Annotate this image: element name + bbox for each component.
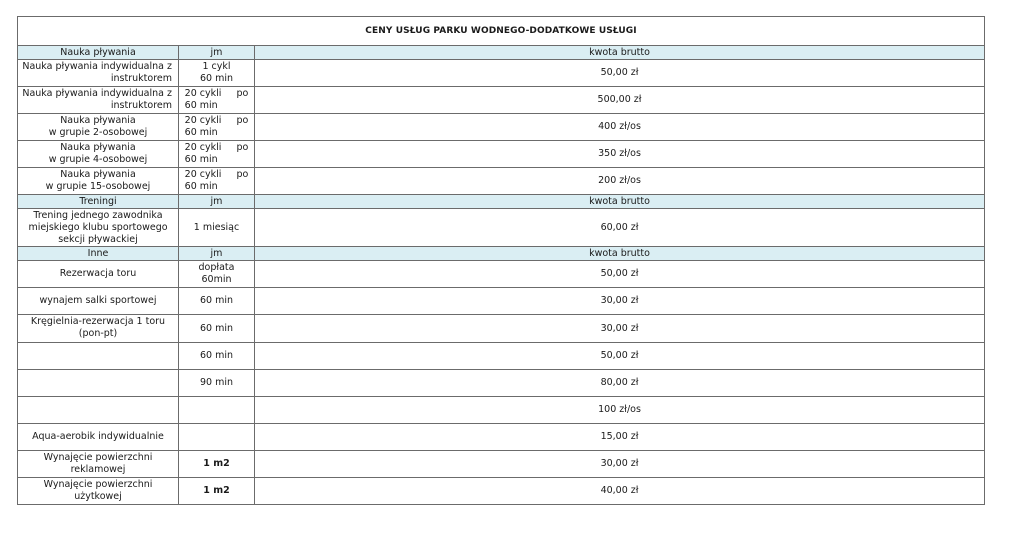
table-row	[18, 60, 985, 87]
table-row	[18, 315, 985, 343]
service-name-text: Nauka pływania w grupie 4-osobowej	[48, 142, 148, 165]
service-name	[18, 370, 179, 397]
service-name: wynajem salki sportowej	[18, 288, 179, 315]
section-header-trainings	[18, 195, 985, 209]
price-cell: 15,00 zł	[255, 424, 985, 451]
table-row	[18, 87, 985, 114]
table-row	[18, 478, 985, 505]
unit-cell	[179, 168, 255, 195]
unit-cell	[179, 141, 255, 168]
price-cell: 30,00 zł	[255, 451, 985, 478]
unit-cell	[179, 397, 255, 424]
table-row	[18, 261, 985, 288]
unit-cell: 1 m2	[179, 478, 255, 505]
unit-cell	[179, 424, 255, 451]
unit-text: 20 cykli po 60 min	[184, 169, 249, 192]
service-name	[18, 60, 179, 87]
table-row	[18, 141, 985, 168]
header-unit: jm	[179, 195, 255, 209]
service-name-text: Nauka pływania indywidualna z instruktorem	[22, 61, 172, 84]
unit-cell: 60 min	[179, 343, 255, 370]
service-name-text: Nauka pływania w grupie 2-osobowej	[48, 115, 148, 138]
table-row	[18, 451, 985, 478]
unit-cell: 1 miesiąc	[179, 209, 255, 247]
service-name	[18, 114, 179, 141]
header-unit: jm	[179, 247, 255, 261]
price-cell: 30,00 zł	[255, 315, 985, 343]
header-unit: jm	[179, 46, 255, 60]
service-name	[18, 141, 179, 168]
service-name	[18, 343, 179, 370]
service-name	[18, 397, 179, 424]
unit-cell	[179, 60, 255, 87]
unit-text: 20 cykli po 60 min	[184, 88, 249, 111]
price-cell: 40,00 zł	[255, 478, 985, 505]
section-header-other	[18, 247, 985, 261]
price-cell: 50,00 zł	[255, 261, 985, 288]
table-row	[18, 397, 985, 424]
unit-text: 20 cykli po 60 min	[184, 115, 249, 138]
header-price: kwota brutto	[255, 195, 985, 209]
unit-cell: dopłata 60min	[179, 261, 255, 288]
service-name	[18, 87, 179, 114]
service-name: Aqua-aerobik indywidualnie	[18, 424, 179, 451]
header-price: kwota brutto	[255, 46, 985, 60]
title-row	[18, 17, 985, 46]
table-row	[18, 209, 985, 247]
header-name: Nauka pływania	[18, 46, 179, 60]
service-name: Rezerwacja toru	[18, 261, 179, 288]
service-name: Wynajęcie powierzchni użytkowej	[18, 478, 179, 505]
price-cell: 60,00 zł	[255, 209, 985, 247]
unit-text: 1 cykl 60 min	[199, 61, 234, 84]
unit-cell	[179, 87, 255, 114]
service-name-text: Nauka pływania indywidualna z instruktorem	[22, 88, 172, 111]
table-row	[18, 168, 985, 195]
table-row	[18, 343, 985, 370]
price-cell: 350 zł/os	[255, 141, 985, 168]
table-title: CENY USŁUG PARKU WODNEGO-DODATKOWE USŁUGI	[18, 17, 985, 46]
unit-cell	[179, 114, 255, 141]
unit-cell: 60 min	[179, 288, 255, 315]
price-cell: 200 zł/os	[255, 168, 985, 195]
table-row	[18, 288, 985, 315]
service-name	[18, 315, 179, 343]
table-row	[18, 370, 985, 397]
unit-text: 20 cykli po 60 min	[184, 142, 249, 165]
price-cell: 80,00 zł	[255, 370, 985, 397]
service-name-text: Kręgielnia-rezerwacja 1 toru (pon-pt)	[30, 316, 166, 339]
price-cell: 500,00 zł	[255, 87, 985, 114]
section-header-swimming-lessons	[18, 46, 985, 60]
table-row	[18, 424, 985, 451]
price-cell: 400 zł/os	[255, 114, 985, 141]
header-name: Treningi	[18, 195, 179, 209]
service-name: Trening jednego zawodnika miejskiego klubu sportowego sekcji pływackiej	[18, 209, 179, 247]
unit-cell: 90 min	[179, 370, 255, 397]
price-cell: 50,00 zł	[255, 60, 985, 87]
service-name: Wynajęcie powierzchni reklamowej	[18, 451, 179, 478]
service-name-text: Nauka pływania w grupie 15-osobowej	[45, 169, 151, 192]
unit-cell: 60 min	[179, 315, 255, 343]
service-name	[18, 168, 179, 195]
header-name: Inne	[18, 247, 179, 261]
price-cell: 50,00 zł	[255, 343, 985, 370]
price-cell: 30,00 zł	[255, 288, 985, 315]
unit-cell: 1 m2	[179, 451, 255, 478]
header-price: kwota brutto	[255, 247, 985, 261]
table-row	[18, 114, 985, 141]
price-cell: 100 zł/os	[255, 397, 985, 424]
price-table	[17, 16, 985, 505]
